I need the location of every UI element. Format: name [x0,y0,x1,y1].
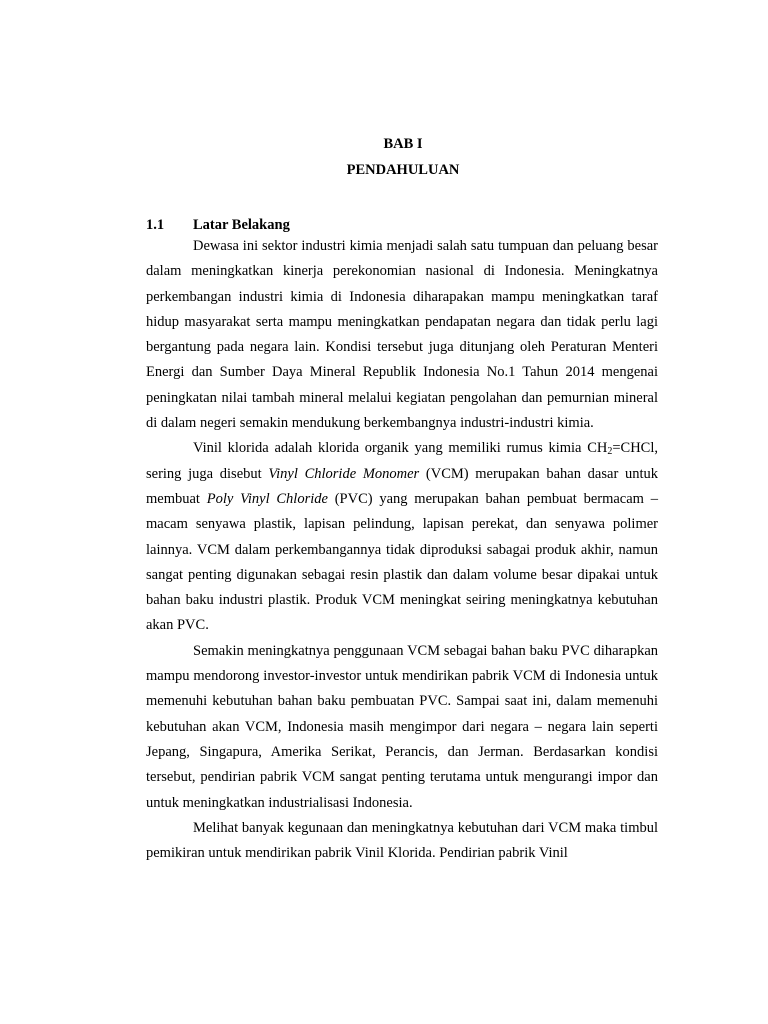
section-number: 1.1 [146,217,165,233]
chemical-subscript: 2 [607,446,613,458]
paragraph-1: Dewasa ini sektor industri kimia menjadi salah satu tumpuan dan peluang besar dalam meningkatkan kinerja perekonomian nasional di Indonesia. Meningkatnya perkembangan industri kimia di Indonesia diharapakan mampu meningkatkan taraf hidup masyarakat serta mampu meningkatkan pendapatan negara dan tidak perlu lagi bergantung pada negara lain. Kondisi tersebut juga ditunjang oleh Peraturan Menteri Energi dan Sumber Daya Mineral Republik Indonesia No.1 Tahun 2014 mengenai peningkatan nilai tambah mineral melalui kegiatan pengolahan dan pemurnian mineral di dalam negeri semakin mendukung berkembangnya industri-industri kimia. [146,238,658,432]
body-text [146,234,658,866]
paragraph-2-text-3: (VCM) merupakan bahan dasar untuk membuat [146,465,658,507]
paragraph-2-text-2: =CHCl, sering juga disebut [146,440,658,482]
paragraph-2-text-1: Vinil klorida adalah klorida organik yang memiliki rumus kimia CH [193,440,608,457]
italic-term-vcm: Vinyl Chloride Monomer [268,465,420,482]
chapter-heading [148,132,658,183]
italic-term-pvc: Poly Vinyl Chloride [206,490,328,507]
paragraph-2-text-4: (PVC) yang merupakan bahan pembuat bermacam – macam senyawa plastik, lapisan pelindung, lapisan perekat, dan senyawa polimer lainnya. VCM dalam perkembangannya tidak diproduksi sabagai produk akhir, namun sangat penting digunakan sebagai resin plastik dan dalam volume besar dipakai untuk bahan baku industri plastik. Produk VCM meningkat seiring meningkatnya kebutuhan akan PVC. [146,490,658,634]
paragraph-4: Melihat banyak kegunaan dan meningkatnya kebutuhan dari VCM maka timbul pemikiran untuk mendirikan pabrik Vinil Klorida. Pendirian pabrik Vinil [146,819,658,862]
paragraph-2 [146,436,658,638]
chapter-label: BAB I [383,136,423,152]
section-title: Latar Belakang [193,217,290,233]
chapter-title: PENDAHULUAN [346,162,460,178]
paragraph-3: Semakin meningkatnya penggunaan VCM sebagai bahan baku PVC diharapkan mampu mendorong investor-investor untuk mendirikan pabrik VCM di Indonesia untuk memenuhi kebutuhan bahan baku pembuatan PVC. Sampai saat ini, dalam memenuhi kebutuhan akan VCM, Indonesia masih mengimpor dari negara – negara lain seperti Jepang, Singapura, Amerika Serikat, Perancis, dan Jerman. Berdasarkan kondisi tersebut, pendirian pabrik VCM sangat penting terutama untuk mengurangi impor dan untuk meningkatkan industrialisasi Indonesia. [146,642,658,811]
